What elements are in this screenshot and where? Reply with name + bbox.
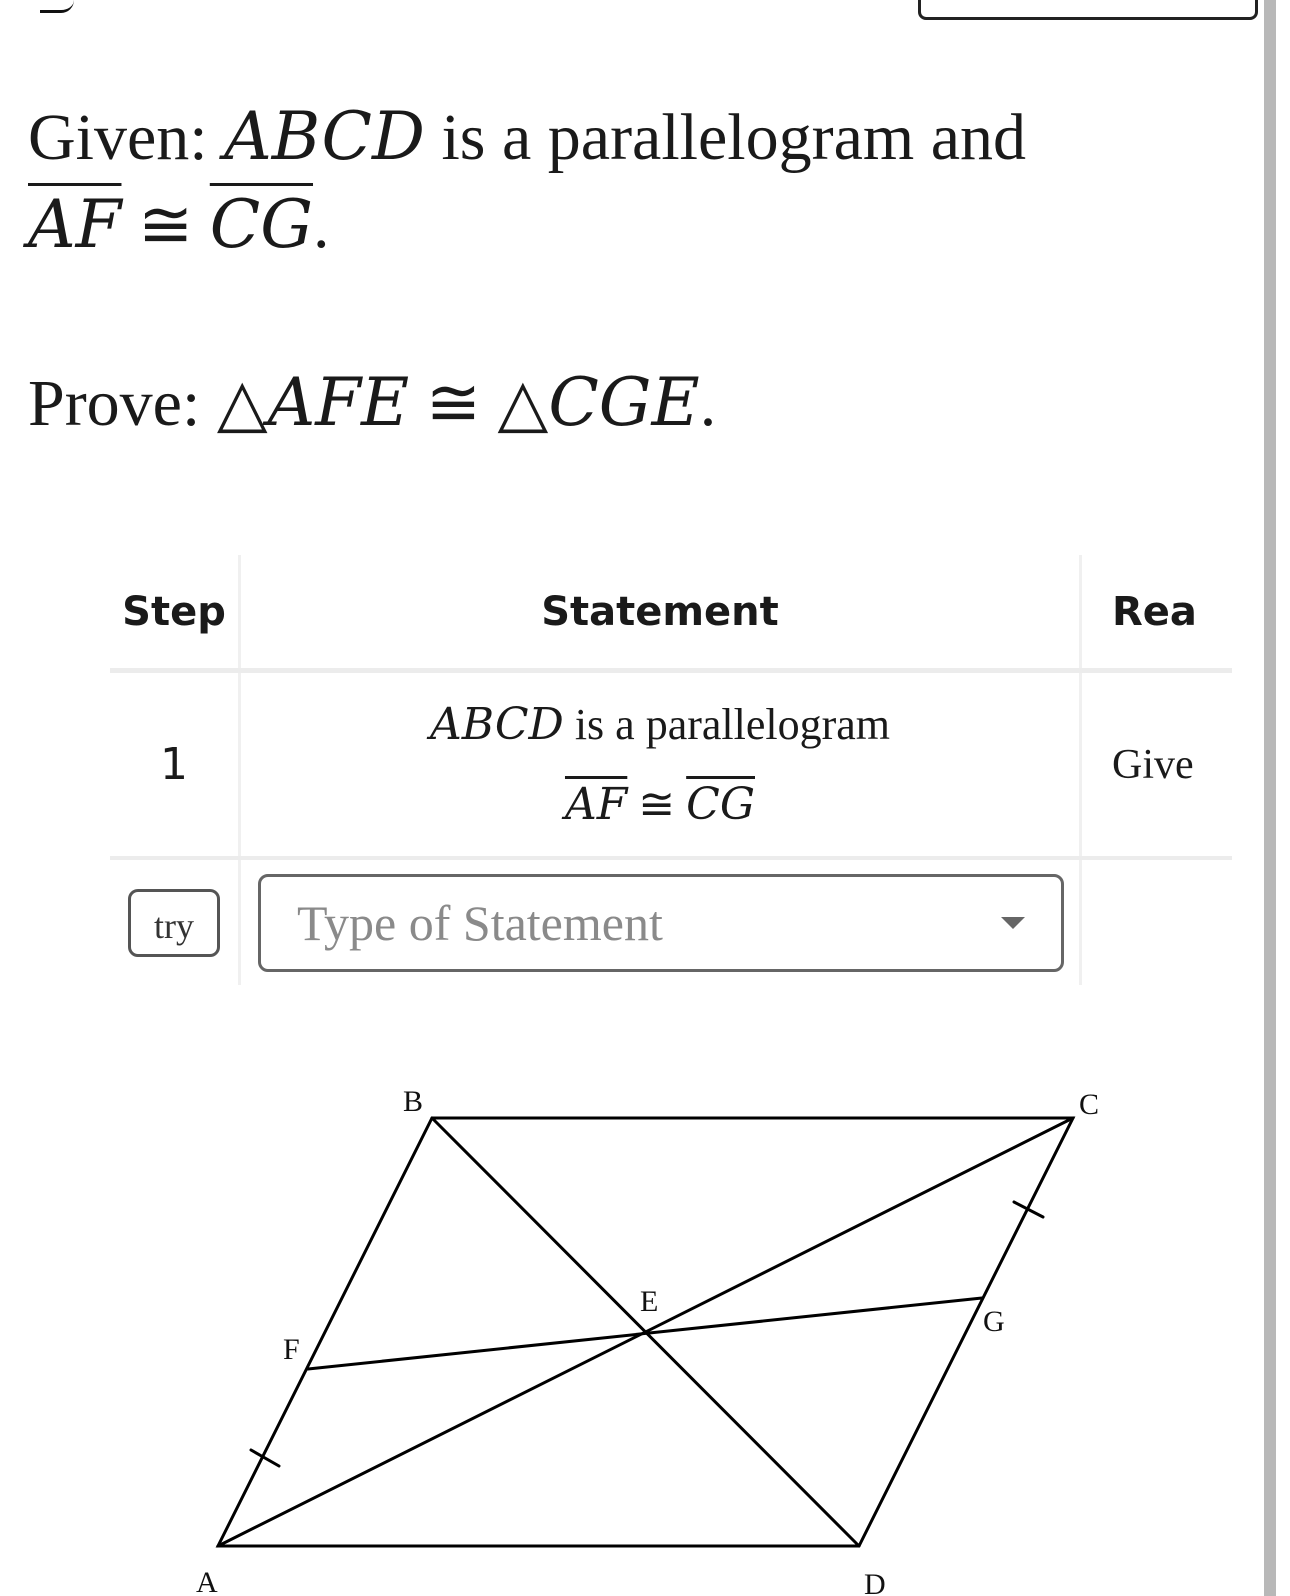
label-d: D bbox=[864, 1568, 886, 1596]
given-figure: ABCD bbox=[224, 98, 425, 175]
given-text: is a parallelogram and bbox=[441, 101, 1027, 174]
label-e: E bbox=[640, 1285, 659, 1318]
header-reason: Rea bbox=[1081, 555, 1233, 671]
try-button[interactable]: try bbox=[128, 889, 220, 957]
step-number: 1 bbox=[110, 671, 240, 859]
given-seg-af: $\overline{AF}$ bbox=[28, 186, 122, 263]
prove-triangle-1: AFE bbox=[267, 364, 410, 441]
prove-triangle-2: CGE bbox=[548, 364, 700, 441]
label-a: A bbox=[196, 1566, 218, 1596]
given-seg-cg: $\overline{CG}$ bbox=[209, 186, 314, 263]
header-statement: Statement bbox=[240, 555, 1081, 671]
statement-congruent: ≅ bbox=[638, 778, 676, 830]
select-placeholder: Type of Statement bbox=[297, 894, 663, 951]
statement-figure: ABCD bbox=[429, 698, 564, 750]
given-period: . bbox=[313, 189, 330, 262]
prove-congruent: ≅ bbox=[425, 364, 482, 441]
given-label: Given: bbox=[28, 101, 208, 174]
header-step: Step bbox=[110, 555, 240, 671]
triangle-icon: △ bbox=[216, 364, 268, 441]
prove-label: Prove: bbox=[28, 367, 201, 440]
label-c: C bbox=[1079, 1088, 1100, 1121]
label-b: B bbox=[403, 1085, 424, 1118]
statement-text: is a parallelogram bbox=[574, 699, 891, 749]
label-g: G bbox=[983, 1305, 1005, 1338]
label-f: F bbox=[283, 1333, 300, 1366]
statement-seg-af: $\overline{AF}$ bbox=[564, 778, 628, 830]
given-congruent: ≅ bbox=[137, 186, 194, 263]
triangle-icon: △ bbox=[497, 364, 549, 441]
statement-seg-cg: $\overline{CG}$ bbox=[686, 778, 755, 830]
prove-period: . bbox=[699, 367, 717, 440]
reason-cell: Give bbox=[1081, 671, 1233, 859]
